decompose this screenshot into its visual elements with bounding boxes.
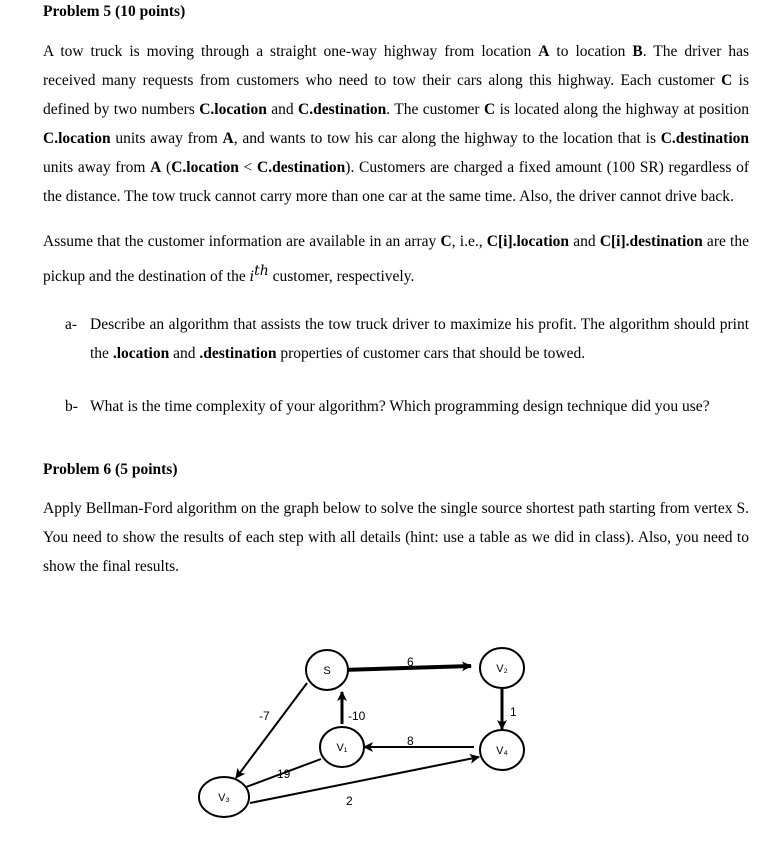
- node-s-label: S: [323, 665, 331, 677]
- weight-v2-v4: 1: [510, 705, 517, 719]
- text-run: C.destination: [257, 159, 346, 176]
- text-run: C[i].location: [486, 233, 570, 250]
- text-run: <: [238, 159, 258, 176]
- text-run: customer, respectively.: [268, 268, 415, 286]
- text-run: C: [440, 233, 452, 250]
- problem5-title: Problem 5 (10 points): [43, 3, 186, 20]
- text-run: units away from: [110, 130, 223, 147]
- text-run: i: [249, 269, 255, 286]
- part-a-label: a-: [65, 316, 78, 333]
- weight-s-v3: -7: [259, 709, 270, 723]
- node-v1-label: V₁: [336, 742, 348, 754]
- text-run: (: [161, 159, 172, 176]
- text-run: A tow truck is moving through a straight one-way highway from location: [43, 43, 539, 60]
- weight-v1-s: -10: [348, 709, 366, 723]
- text-run: , and wants to tow his car along the highway to the location that is: [233, 130, 661, 147]
- text-run: are the pickup and the destination of the: [43, 233, 749, 286]
- text-run: . The driver has received many requests from customers who need to tow their cars along this highway. Each customer: [43, 43, 749, 89]
- node-v4: [480, 730, 524, 770]
- text-run: C.location: [171, 159, 239, 176]
- weight-v1-v3: 19: [277, 767, 291, 781]
- node-v3: [199, 777, 249, 817]
- text-run: A: [150, 159, 162, 176]
- node-v3-label: V₃: [218, 792, 230, 804]
- text-run: , i.e.,: [451, 233, 487, 250]
- text-run: Describe an algorithm that assists the tow truck driver to maximize his profit. The algorithm should print the: [90, 316, 749, 362]
- text-run: .destination: [199, 345, 277, 362]
- node-v2: [480, 648, 524, 688]
- node-v4-label: V₄: [496, 745, 508, 757]
- text-run: and: [169, 345, 200, 362]
- edge-s-v3: [236, 683, 307, 778]
- text-run: C: [484, 101, 496, 118]
- text-run: properties of customer cars that should be towed.: [276, 345, 586, 362]
- text-run: Assume that the customer information are available in an array: [43, 233, 441, 250]
- node-v2-label: V₂: [496, 663, 508, 675]
- text-run: C[i].destination: [599, 233, 703, 250]
- text-run: . The customer: [386, 101, 484, 118]
- text-run: A: [538, 43, 550, 60]
- text-run: .location: [112, 345, 170, 362]
- text-run: units away from: [43, 159, 151, 176]
- text-run: th: [254, 263, 269, 279]
- text-run: is defined by two numbers: [43, 72, 749, 118]
- text-run: C.location: [43, 130, 111, 147]
- text-run: to location: [549, 43, 633, 60]
- text-run: C.destination: [298, 101, 387, 118]
- text-run: C.destination: [660, 130, 749, 147]
- node-v1: [320, 727, 364, 767]
- text-run: Apply Bellman-Ford algorithm on the graph below to solve the single source shortest path starting from vertex S. You need to show the results of each step with all details (hint: use a table as we did in class). Also, you need to show the final results.: [43, 500, 749, 575]
- text-run: A: [222, 130, 234, 147]
- problem6-title: Problem 6 (5 points): [43, 461, 178, 478]
- text-run: C: [721, 72, 733, 89]
- node-s: [306, 650, 348, 690]
- text-run: What is the time complexity of your algorithm? Which programming design technique did you use?: [90, 398, 710, 415]
- text-run: and: [266, 101, 298, 118]
- text-run: C.location: [199, 101, 267, 118]
- text-run: is located along the highway at position: [495, 101, 749, 118]
- weight-s-v2: 6: [407, 655, 414, 669]
- text-run: and: [569, 233, 600, 250]
- text-run: B: [632, 43, 643, 60]
- part-b-label: b-: [65, 398, 78, 415]
- weight-v3-v4: 2: [346, 794, 353, 808]
- text-run: ). Customers are charged a fixed amount (100 SR) regardless of the distance. The tow truck cannot carry more than one car at the same time. Also, the driver cannot drive back.: [43, 159, 750, 205]
- weight-v4-v1: 8: [407, 734, 414, 748]
